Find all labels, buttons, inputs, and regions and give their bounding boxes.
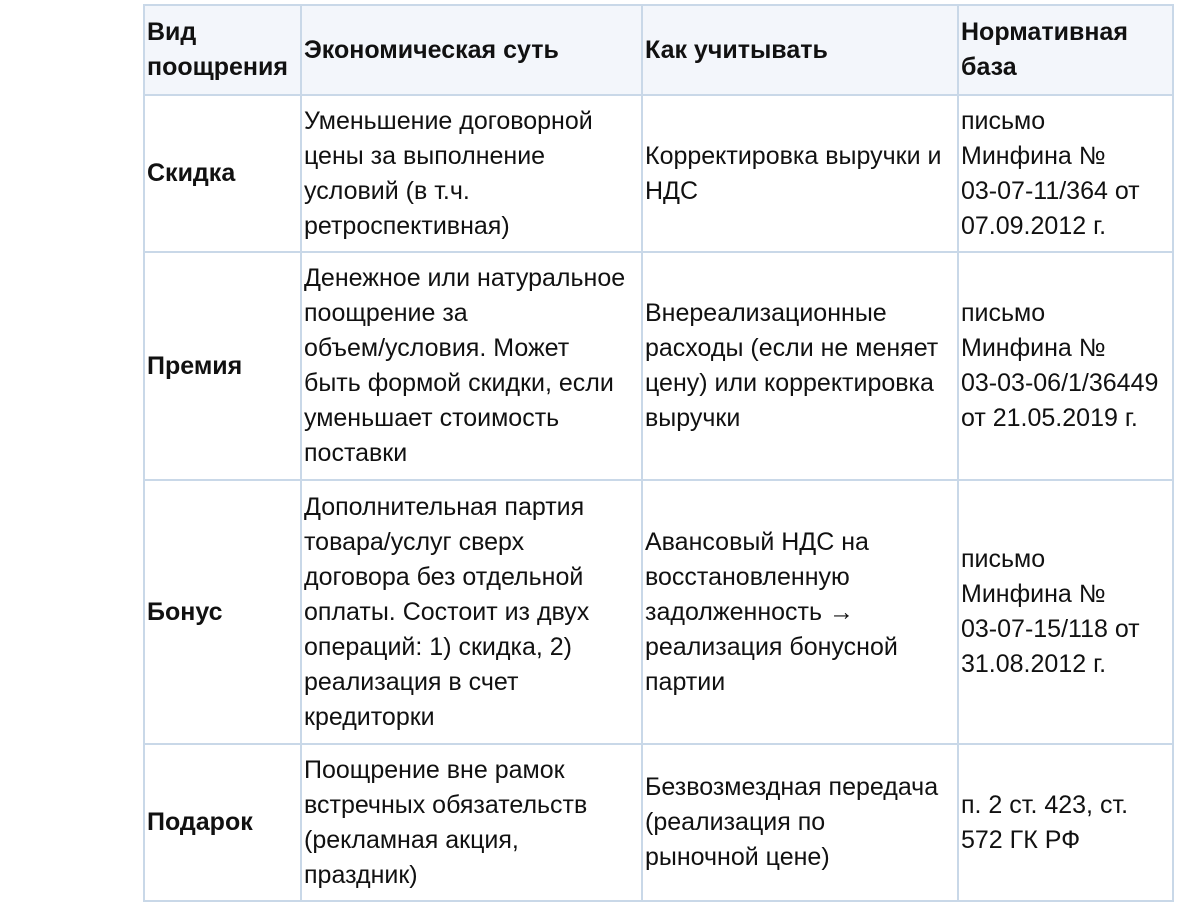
incentives-table-container (143, 4, 1174, 902)
cell-incentive-type: Бонус (144, 480, 301, 744)
cell-regulatory-basis: письмо Минфина № 03-07-11/364 от 07.09.2012 г. (958, 95, 1173, 252)
incentives-table (143, 4, 1174, 902)
header-economic-essence: Экономическая суть (301, 5, 642, 95)
cell-regulatory-basis: п. 2 ст. 423, ст. 572 ГК РФ (958, 744, 1173, 901)
header-how-to-account: Как учитывать (642, 5, 958, 95)
header-incentive-type: Вид поощрения (144, 5, 301, 95)
cell-economic-essence: Дополнительная партия товара/услуг сверх договора без отдельной оплаты. Состоит из двух операций: 1) скидка, 2) реализация в счет кредиторки (301, 480, 642, 744)
cell-how-to-account: Авансовый НДС на восстановленную задолженность → реализация бонусной партии (642, 480, 958, 744)
table-row (144, 744, 1173, 901)
table-header-row (144, 5, 1173, 95)
cell-economic-essence: Уменьшение договорной цены за выполнение условий (в т.ч. ретроспективная) (301, 95, 642, 252)
cell-how-to-account: Безвозмездная передача (реализация по рыночной цене) (642, 744, 958, 901)
cell-incentive-type: Премия (144, 252, 301, 480)
table-row (144, 480, 1173, 744)
cell-regulatory-basis: письмо Минфина № 03-07-15/118 от 31.08.2012 г. (958, 480, 1173, 744)
cell-how-to-account: Внереализационные расходы (если не меняет цену) или корректировка выручки (642, 252, 958, 480)
cell-economic-essence: Денежное или натуральное поощрение за объем/условия. Может быть формой скидки, если уменьшает стоимость поставки (301, 252, 642, 480)
table-row (144, 252, 1173, 480)
cell-incentive-type: Подарок (144, 744, 301, 901)
header-regulatory-basis: Нормативная база (958, 5, 1173, 95)
cell-regulatory-basis: письмо Минфина № 03-03-06/1/36449 от 21.05.2019 г. (958, 252, 1173, 480)
cell-incentive-type: Скидка (144, 95, 301, 252)
cell-economic-essence: Поощрение вне рамок встречных обязательств (рекламная акция, праздник) (301, 744, 642, 901)
table-row (144, 95, 1173, 252)
cell-how-to-account: Корректировка выручки и НДС (642, 95, 958, 252)
